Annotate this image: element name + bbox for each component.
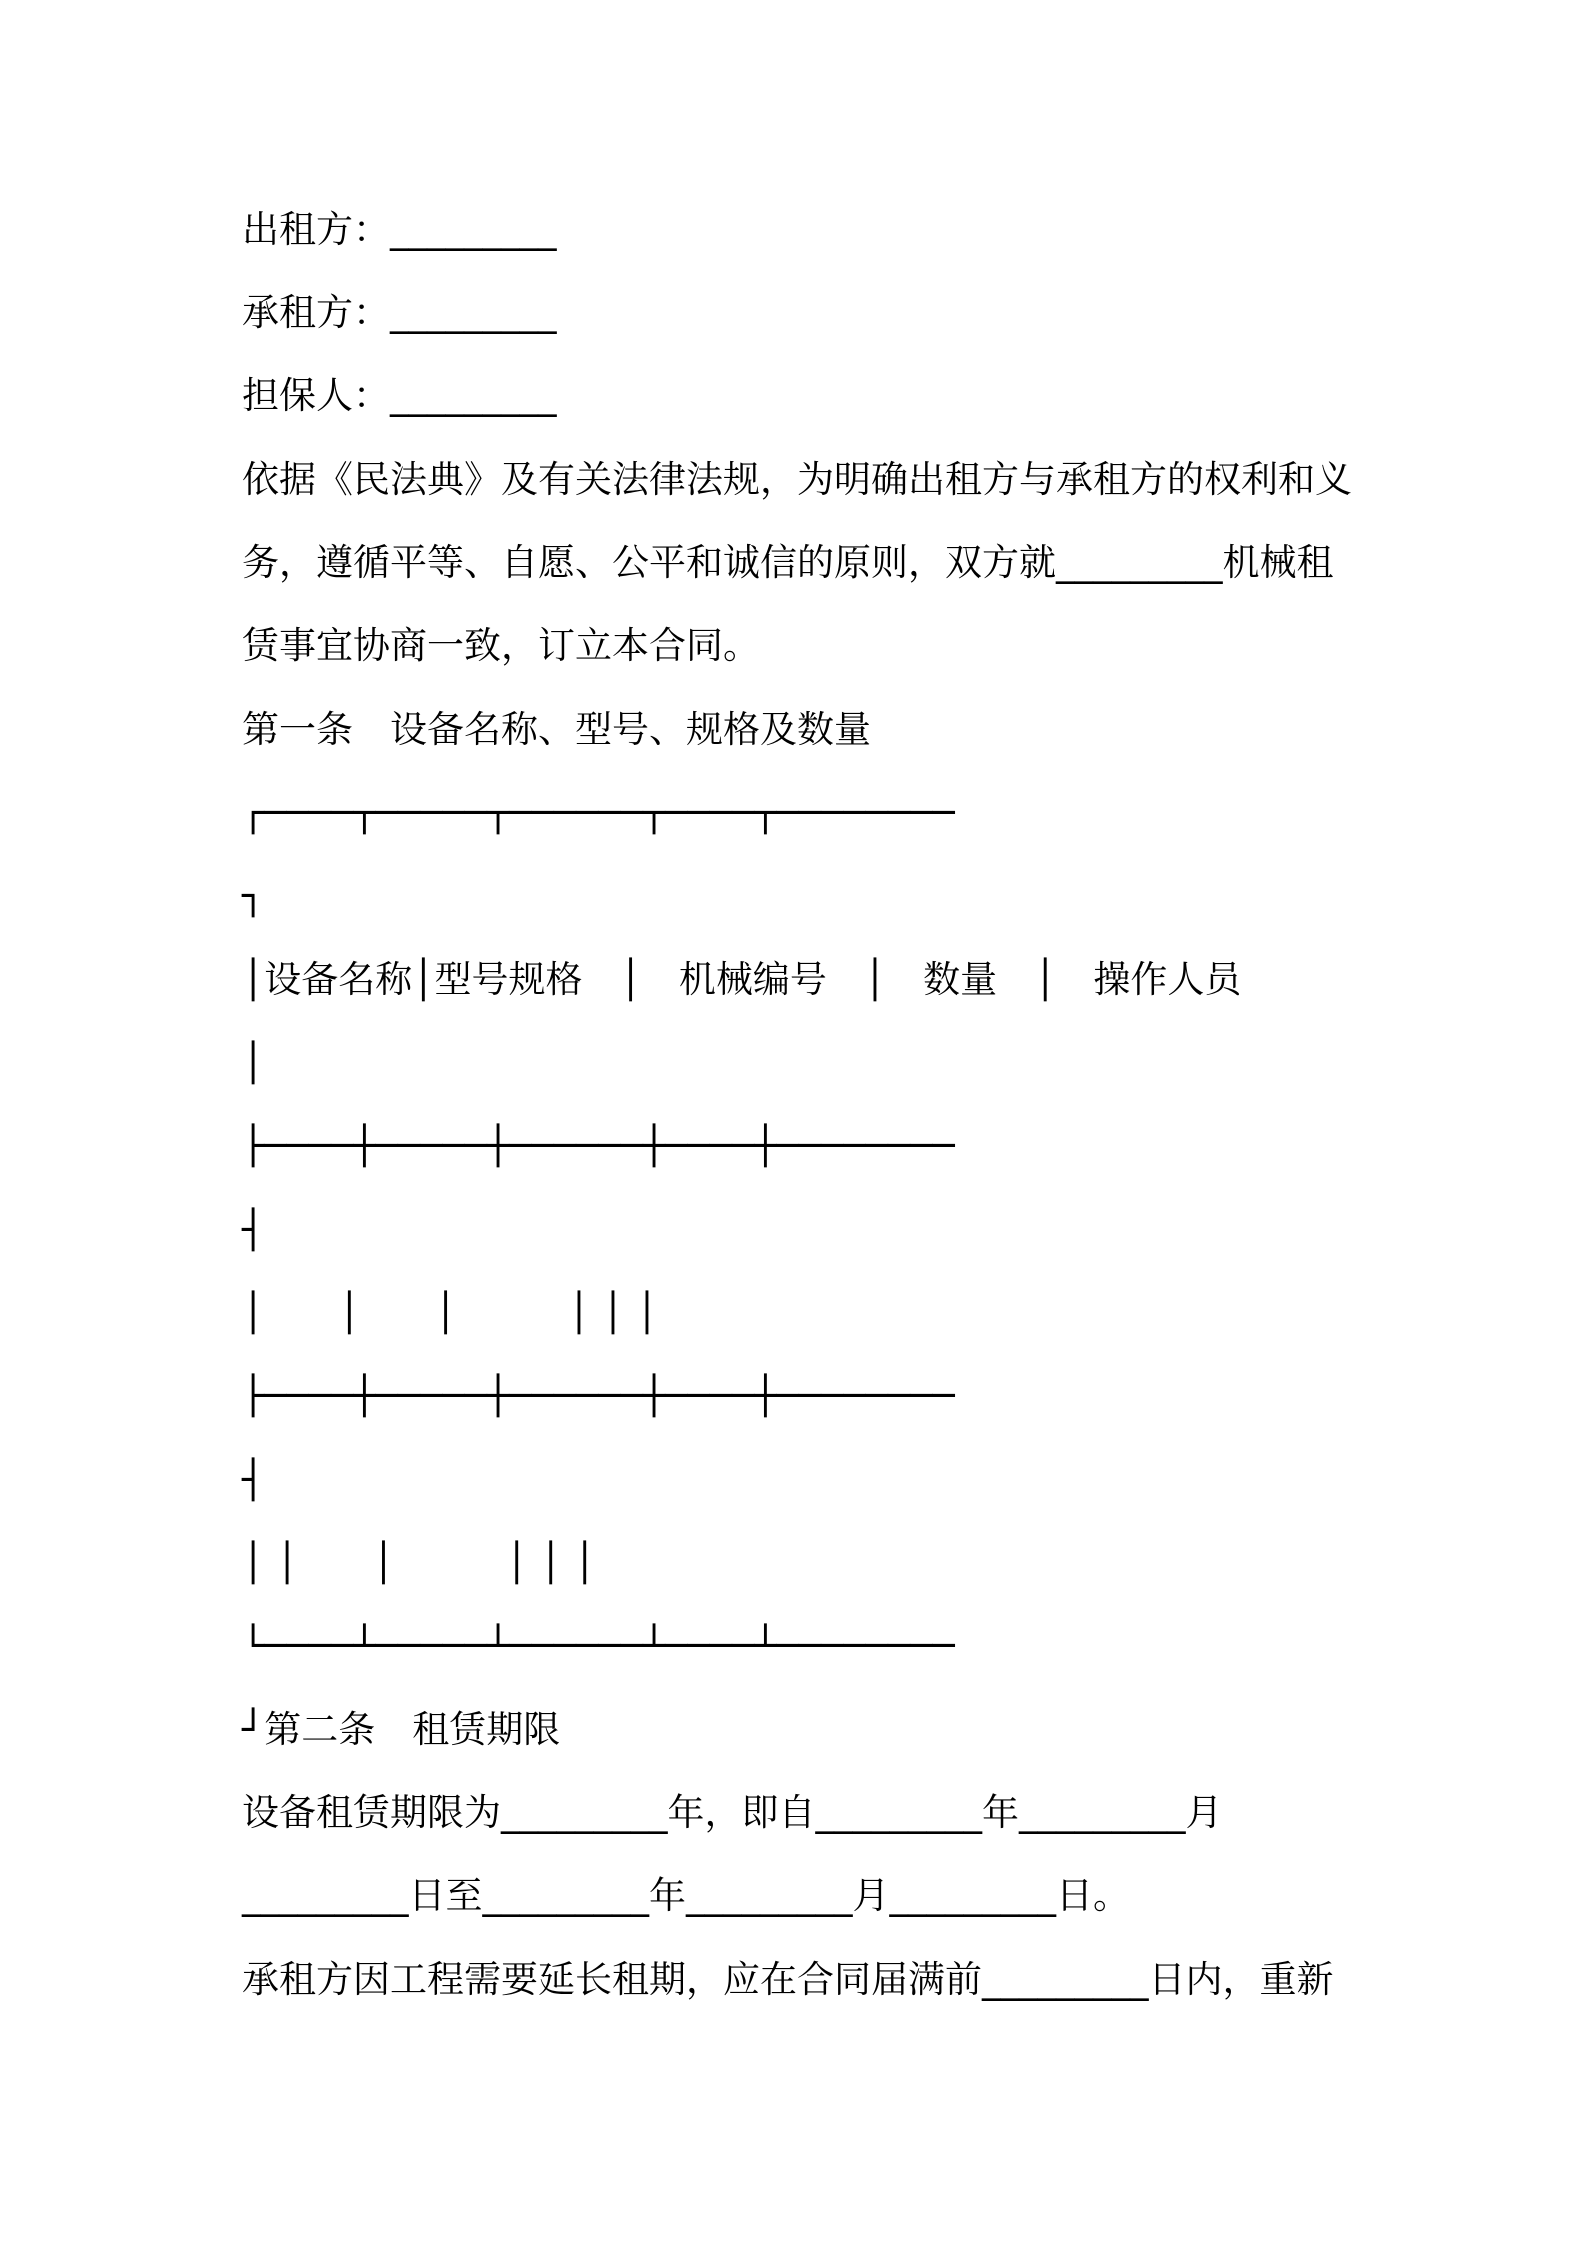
- table-top-corner: ┐: [242, 874, 265, 917]
- article-2-line-2: _________日至_________年_________月_________日。: [242, 1874, 1130, 1917]
- table-bottom-border: └────┴─────┴──────┴────┴────────: [242, 1624, 955, 1667]
- table-header-row: │设备名称│型号规格 │ 机械编号 │ 数量 │ 操作人员: [242, 958, 1242, 1001]
- guarantor-line: 担保人：_________: [242, 374, 557, 417]
- lessee-line: 承租方：_________: [242, 291, 557, 334]
- article-1-title: 第一条 设备名称、型号、规格及数量: [242, 708, 871, 751]
- preamble-line-3: 赁事宜协商一致，订立本合同。: [242, 624, 760, 667]
- article-2-title: ┘第二条 租赁期限: [242, 1708, 561, 1751]
- table-divider-1: ├────┼─────┼──────┼────┼────────: [242, 1124, 955, 1167]
- article-2-line-3: 承租方因工程需要延长租期，应在合同届满前_________日内，重新: [242, 1958, 1334, 2001]
- table-top-border: ┌────┬─────┬──────┬────┬────────: [242, 791, 955, 834]
- preamble-line-2: 务，遵循平等、自愿、公平和诚信的原则，双方就_________机械租: [242, 541, 1334, 584]
- preamble-line-1: 依据《民法典》及有关法律法规，为明确出租方与承租方的权利和义: [242, 458, 1352, 501]
- article-2-line-1: 设备租赁期限为_________年，即自_________年_________月: [242, 1791, 1223, 1834]
- table-header-end: │: [242, 1041, 265, 1084]
- table-divider-1-end: ┤: [242, 1208, 265, 1251]
- table-divider-2-end: ┤: [242, 1458, 265, 1501]
- lessor-line: 出租方：_________: [242, 208, 557, 251]
- table-row-1: │ │ │ │ │ │: [242, 1291, 659, 1334]
- table-row-2: │ │ │ │ │ │: [242, 1541, 596, 1584]
- table-divider-2: ├────┼─────┼──────┼────┼────────: [242, 1374, 955, 1417]
